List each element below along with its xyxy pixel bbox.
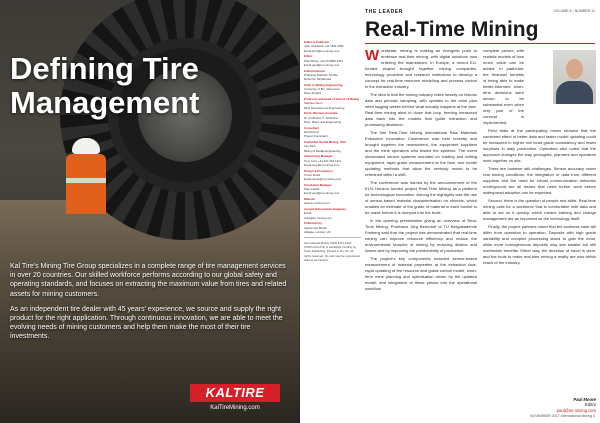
editorial-page <box>300 0 600 423</box>
ad-paragraph-1: Kal Tire's Mining Tire Group specializes in a complete range of tire management services in over 20 countries. Our skilled workforce performs according to our global safety and operating standards, and focuses on extracting the maximum value from tires and related assets for mining customers. <box>10 263 287 298</box>
sidebar-entry <box>304 111 361 124</box>
sidebar-label: Design & Production <box>304 168 333 173</box>
sidebar-extra: Mine Development Engineering <box>304 105 345 110</box>
author-signature <box>530 397 596 413</box>
sidebar-entry <box>304 183 361 196</box>
editor-portrait <box>553 50 596 104</box>
sidebar-value: Trevor Dodd <box>304 172 320 177</box>
sidebar-entry <box>304 83 361 96</box>
sidebar-entry <box>304 207 361 220</box>
sidebar-label: Consultant <box>304 125 320 130</box>
sidebar-value: Ed McCord <box>304 129 319 134</box>
drop-cap: W <box>365 48 380 64</box>
sidebar-label: Editor <box>304 54 313 59</box>
sidebar-label: Chair in Mining Engineering, <box>304 82 344 87</box>
article-paragraph: Field trials at the participating mines showed that the combined effect of better data and faster model updating could be measured in higher mill head grade consistency and fewer surprises in daily production. Operators also noted that the approach changes the way geologists, planners and operators work together on site. <box>483 128 596 163</box>
sidebar-entry <box>304 69 361 82</box>
sidebar-entry <box>304 54 361 67</box>
article-paragraph: The conference was framed by the announcement of the EU's Horizon funded project Real-Time Mining as a platform for technological innovation. Among the highlights was the use of sensor-based material characterisation on shovels, which enables an estimate of the grade of material in each bucket to be made before it is dumped into the truck. <box>365 180 477 215</box>
sidebar-label: Published by <box>304 221 322 226</box>
article-paragraph: In the opening presentation giving an overview of Real-Time Mining, Professor Jörg Benndorf of TU Bergakademie Freiberg said that the project has demonstrated that real-time mining can improve resource efficiency and reduce the environmental footprint of mining by reducing dilution and losses and by improving the predictability of production. <box>365 218 477 253</box>
sidebar-extra: subs@im-mining.com <box>304 215 332 220</box>
sidebar-entry <box>304 197 361 206</box>
sidebar-label: Perth, Western Australia <box>304 111 338 116</box>
sidebar-entry <box>304 126 361 139</box>
worker-body-graphic <box>66 154 106 214</box>
sidebar-label: Editor & Publisher <box>304 40 330 44</box>
sidebar-value: Dr. Kimberley S. Schlecher <box>304 115 339 120</box>
page-footer: NOVEMBER 2017 International Mining 3 <box>530 414 595 418</box>
kal-tire-logo-text: KALTIRE <box>205 385 265 400</box>
sidebar-extra: Email john@im-mining.com <box>304 48 340 53</box>
author-name: Paul Moore <box>573 397 596 402</box>
article-title: Real-Time Mining <box>365 18 539 41</box>
title-divider <box>365 43 595 44</box>
sidebar-label: Editorial Board <box>304 68 325 73</box>
sidebar-extra: Project Consultant <box>304 134 328 139</box>
sidebar-label: Professor and Head of School of Mining <box>304 97 359 102</box>
sidebar-value: Email <box>304 211 312 216</box>
article-paragraph: The first Real-Time Mining International Raw Materials Extraction Innovation Conference was held recently and brought together the researchers, the equipment suppliers and the mine operators who tested the systems. The event showcased sensor systems mounted on loading and cutting equipment, rapid grade measurement at the face, and model updating methods that allow the orebody model to be refreshed within a shift. <box>365 130 477 177</box>
section-tag: THE LEADER <box>365 9 403 15</box>
sidebar-value: Tony Lazo +44 207 434 1311 <box>304 158 342 163</box>
sidebar-extra: Email tony@im-mining.com <box>304 162 340 167</box>
sidebar-value: Paul Moore +44 20 8686 3451 <box>304 58 343 63</box>
kal-tire-logo <box>190 384 280 402</box>
sidebar-label: Advertising Manager <box>304 154 333 159</box>
sidebar-publication-note: International Mining ISSN 1474-1423 (USPS 023-279) is published monthly by Team Publishing. Printed in the UK. All rights reserved. No part may be reproduced without permission. <box>304 240 360 263</box>
ad-website-link[interactable]: KalTireMining.com <box>210 405 260 411</box>
sidebar-value: Aspermont Media <box>304 225 327 230</box>
sidebar-label: Caterpillar Global Mining, USA <box>304 139 346 144</box>
sidebar-extra: Email trevor@im-mining.com <box>304 177 342 182</box>
sidebar-entry <box>304 140 361 153</box>
sidebar-extra: Email paul@im-mining.com <box>304 191 340 196</box>
article-paragraph: The idea is that the mining industry relies heavily on historic data and periodic sampling, with updates to the mine plan often lagging weeks behind what actually happens at the face. Real-time mining aims to close that loop, feeding measured data back into the models that guide extraction and processing decisions. <box>365 92 477 127</box>
sidebar-extra: Dept. Mines and Engineering <box>304 120 342 124</box>
sidebar-extra: Email paul@im-mining.com <box>304 62 340 67</box>
worker-helmet-graphic <box>72 138 100 154</box>
sidebar-label: Annual Subscription Enquiries <box>304 207 347 212</box>
article-paragraph: complete picture, with realistic models of how much value can be added. In particular, the financial benefits of being able to make better-informed short-term decisions were shown to be substantial even when only part of the concept is implemented. <box>483 48 524 125</box>
article-paragraph: Finally, the project partners noted that the business case will differ from operation to operation. Deposits with high grade variability and complex processing stand to gain the most, while more homogeneous deposits may see smaller but still worthwhile benefits. Either way, the direction of travel is clear, and the tools to make real-time mining a reality are now within reach of the industry. <box>483 224 596 265</box>
portrait-shoulders <box>556 81 593 104</box>
ad-headline <box>10 52 290 120</box>
sidebar-value: www.im-mining.com <box>304 201 330 206</box>
sidebar-value: University of BC, Vancouver <box>304 87 340 92</box>
article-paragraph: The project's key components included sensor-based measurement of material properties at the extraction face, rapid updating of the resource and grade control model, short-term mine planning and optimisation driven by the updated model, and integration of these pieces into the operational workflow. <box>365 256 477 291</box>
sidebar-value: John Chadwick +44 1621 3452 <box>304 44 344 49</box>
sidebar-entry <box>304 97 361 110</box>
sidebar-value: Paul Gaskill <box>304 187 320 192</box>
sidebar-entry <box>304 40 361 53</box>
sidebar-entry <box>304 169 361 182</box>
ad-headline-line1: Defining Tire <box>10 51 199 86</box>
sidebar-extra: Robert E. McNamara <box>304 77 332 82</box>
article-paragraph-text: orldwide, mining is making an energetic push to embrace real-time mining, with digital solutions now entering the mainstream. In Europe, a recent EU-funded project brought together mining companies, technology providers and research institutions to develop a concept for real-time resource modelling and process control in the extractive industry. <box>365 48 477 89</box>
ad-paragraph-2: As an independent tire dealer with 45 years' experience, we source and supply the right product for the right application. Through continuous innovation, we are able to meet the evolving needs of mining customers and help them make the most of their tire investments. <box>10 305 283 341</box>
portrait-head <box>566 59 583 79</box>
sidebar-label: Website <box>304 197 316 202</box>
sidebar-divider <box>304 237 361 238</box>
article-paragraph: Second, there is the question of people and skills. Real-time mining calls for a workforce that is comfortable with data and able to act on it quickly, which means training and change management are as important as the technology itself. <box>483 198 596 221</box>
sidebar-label: Circulation Manager <box>304 182 332 187</box>
sidebar-extra: Peter Knights <box>304 91 322 96</box>
sidebar-extra: Aldgate, London, UK <box>304 229 331 234</box>
sidebar-value: Lee Saul <box>304 144 316 149</box>
author-email-link[interactable]: paul@im-mining.com <box>556 407 596 413</box>
worker-reflective-stripe <box>66 178 106 183</box>
article-paragraph <box>365 48 477 90</box>
article-column-left <box>365 48 477 420</box>
masthead-sidebar <box>304 40 361 423</box>
article-paragraph: There are however still challenges. Sensor accuracy under real mining conditions, the integration of data from different suppliers and the need for robust communication networks underground are all issues that need further work before widespread adoption can be expected. <box>483 166 596 195</box>
ad-body-copy <box>10 262 290 348</box>
sidebar-extra: Mining & Metals Engineering <box>304 148 341 153</box>
sidebar-value: Stephen Dunn <box>304 101 323 106</box>
sidebar-value: Professor Malcolm Scoble <box>304 72 338 77</box>
issue-info: VOLUME 8 ▪ NUMBER 11 <box>553 9 595 13</box>
ad-headline-line2: Management <box>10 85 200 120</box>
author-role: Editor <box>585 402 596 408</box>
sidebar-entry <box>304 154 361 167</box>
sidebar-entry <box>304 221 361 234</box>
